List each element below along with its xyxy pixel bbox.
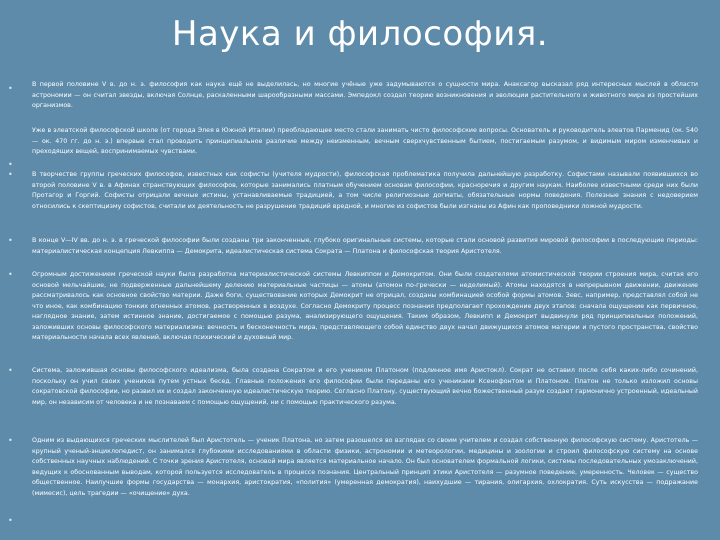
bullet-icon: • <box>8 270 13 279</box>
bullet-icon: • <box>8 160 13 169</box>
slide-title: Наука и философия. <box>171 14 549 54</box>
bullet-icon: • <box>8 436 13 445</box>
paragraph-5: Огромным достижением греческой науки была разработка материалистической системы Левкиппом и Демокритом. Они были создателями атомистической теории строения мира, считая его основой мельчайшие, не подверженные дальнейшему делению материальные частицы — атомы (атомон по-гречески — неделимый). Атомы находятся в непрерывном движении, движение рассматривалось как основное свойство материи. Даже боги, существование которых Демокрит не отрицал, созданы комбинацией особой формы атомов. Зевс, например, представлял собой не что иное, как комбинацию тонких огненных атомов, растворенных в воздухе. Согласно Демокриту процесс познания предполагает прохождение двух этапов: сначала ощущение как первичное, наглядное знание, затем истинное знание, достигаемое с помощью разума, анализирующего ощущения. Таким образом, Левкипп и Демокрит выдвинули ряд принципиальных положений, заложивших основы философского материализма: вечность и бесконечность мира, представляющего собой единство двух начал движущихся атомов материи и пустого пространства, свойство материальности начала всех явлений, включая психический и духовный мир. <box>32 271 698 341</box>
paragraph-2: Уже в элеатской философской школе (от города Элея в Южной Италии) преобладающее место стали занимать чисто философские вопросы. Основатель и руководитель элеатов Парменид (ок. 540 — ок. 470 гг. до н. э.) впервые стал проводить принципиальное различие между неизменным, вечным сверхчувственным бытием, постигаемым разумом, и видимым миром изменчивых и преходящих вещей, воспринимаемых чувствами. <box>32 127 698 155</box>
paragraph-7: Одним из выдающихся греческих мыслителей был Аристотель — ученик Платона, но затем разошелся во взглядах со своим учителем и создал собственную философскую систему. Аристотель — крупный ученый-энциклопедист, он занимался глубокими исследованиями в области физики, астрономии и метеорологии, медицины и зоологии и строил философскую систему на основе собственных научных наблюдений. С точки зрения Аристотеля, основой мира является материальное начало. Он был основателем формальной логики, системы последовательных умозаключений, ведущих к обоснованным выводам, которой пользуется исследователь в процессе познания. Центральный принцип этики Аристотеля — разумное поведение, умеренность. Человек — существо общественное. Наилучшие формы государства — монархия, аристократия, «полития» (умеренная демократия), наихудшие — тирания, олигархия, охлократия. Суть искусства — подражание (мимесис), цель трагедии — «очищение» духа. <box>32 437 698 497</box>
bullet-icon: • <box>8 170 13 179</box>
bullet-icon: • <box>8 516 13 525</box>
paragraph-6: Система, заложившая основы философского идеализма, была создана Сократом и его учеником Платоном (подлинное имя Аристокл). Сократ не оставил после себя каких-либо сочинений, поскольку он учил своих учеников путем устных бесед. Главные положения его философии были переданы его учениками Ксенофонтом и Платоном. Платон не только изложил основы сократовской философии, но развил их и создал законченную идеалистическую теорию. Согласно Платону, существующий вечно божественный разум создает гармонично устроенный, идеальный мир, он независим от человека и не познаваем с помощью ощущений, ни с помощью практического разума. <box>32 367 698 406</box>
slide-content <box>8 78 712 536</box>
bullet-icon: • <box>8 366 13 375</box>
paragraph-1: В первой половине V в. до н. э. философия как наука ещё не выделилась, но многие учёные уже задумываются о сущности мира. Анаксагор высказал ряд интересных мыслей в области астрономии — он считал звезды, включая Солнце, раскаленными шарообразными массами. Эмпедокл создал теорию возникновения и эволюции растительного и животного мира из простейших организмов. <box>32 81 698 109</box>
bullet-icon: • <box>8 236 13 245</box>
paragraph-3: В творчестве группы греческих философов, известных как софисты (учителя мудрости), философская проблематика получила дальнейшую разработку. Софистами называли появившихся во второй половине V в. в Афинах странствующих философов, которые занимались платным обучением основам философии, красноречия и другим наукам. Наиболее известными среди них были Протагор и Горгий. Софисты отрицали вечные истины, устанавливаемые традицией, а том числе религиозные догматы, обязательные нормы поведения. Полезные знания с недоверием относились к скептицизму софистов, считали их деятельность не разрушение традиций вредной, и многие из софистов были изгнаны из Афин как проповедники ложной мудрости. <box>32 171 698 210</box>
paragraph-4: В конце V—IV вв. до н. э. в греческой философии были созданы три законченные, глубоко оригинальные системы, которые стали основой развития мировой философии в последующие периоды: материалистическая концепция Левкиппа — Демокрита, идеалистическая система Сократа — Платона и философская теория Аристотеля. <box>32 237 698 255</box>
bullet-icon: • <box>8 84 13 93</box>
